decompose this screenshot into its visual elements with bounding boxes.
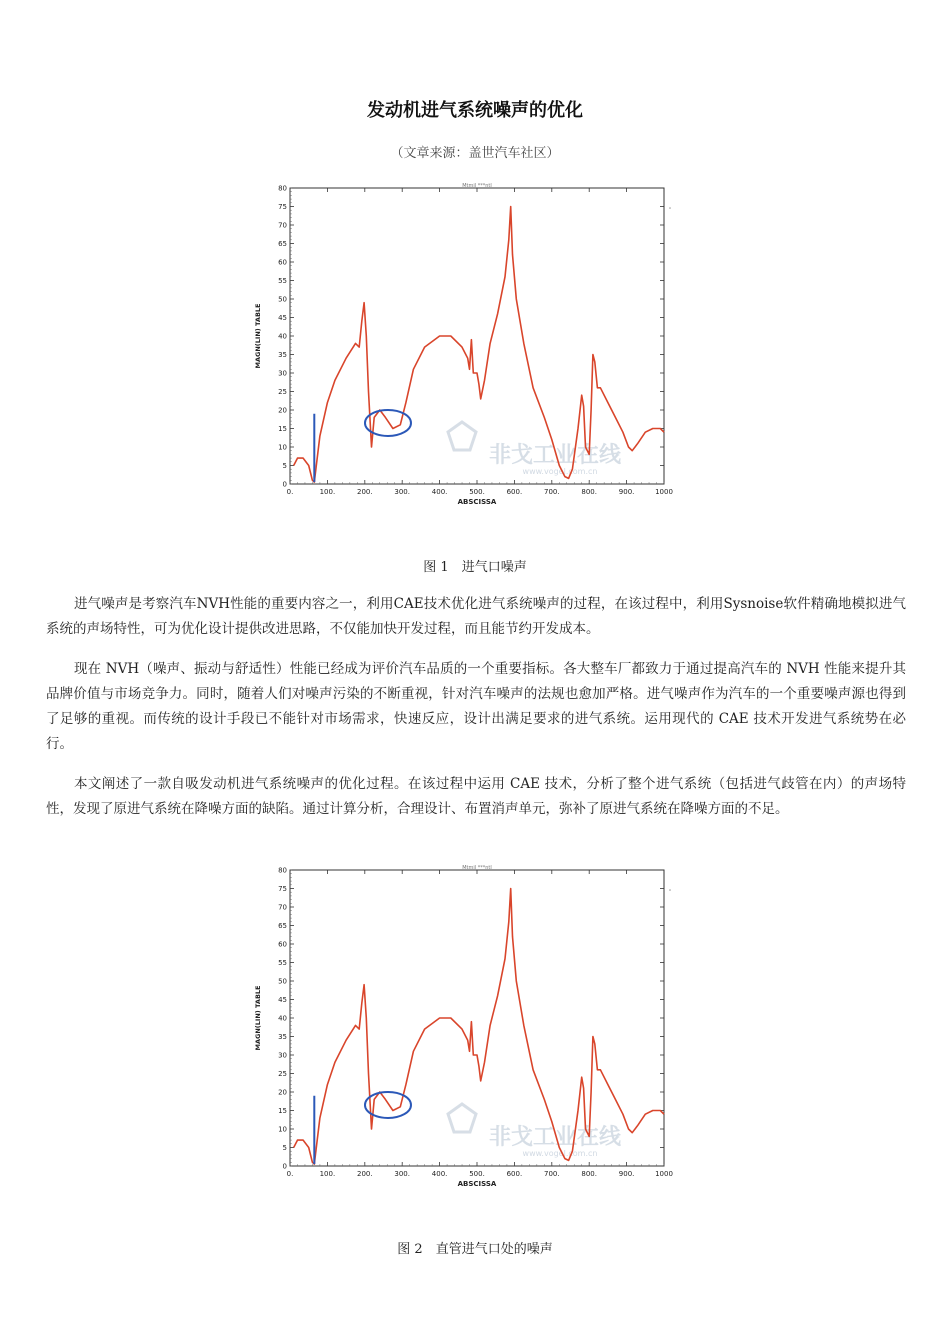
y-tick-label: 70	[278, 221, 287, 230]
watermark-text: 非戈工业在线	[488, 1125, 622, 1150]
plot-area	[290, 870, 664, 1166]
chart-title: Mtmil ***ntl	[462, 865, 492, 871]
watermark-text: 非戈工业在线	[488, 443, 622, 468]
y-tick-label: 40	[278, 1014, 287, 1023]
y-tick-label: 35	[278, 351, 287, 359]
x-tick-label: 0.	[286, 1170, 294, 1178]
y-tick-label: 20	[278, 1088, 287, 1097]
figure-2-caption: 图 2 直管进气口处的噪声	[397, 1242, 553, 1257]
chart-title: Mtmil ***ntl	[462, 183, 492, 189]
figure-1-caption: 图 1 进气口噪声	[423, 560, 527, 575]
y-tick-label: 40	[278, 332, 287, 341]
x-tick-label: 700.	[544, 1170, 560, 1178]
figure-1-chart	[240, 180, 680, 510]
y-tick-label: 55	[278, 959, 287, 967]
y-tick-label: 20	[278, 406, 287, 415]
y-tick-label: 45	[278, 996, 287, 1004]
x-tick-label: 800.	[581, 1170, 597, 1178]
y-tick-label: 0	[282, 1162, 287, 1171]
x-tick-label: 1000	[655, 1170, 673, 1178]
x-tick-label: 700.	[544, 488, 560, 496]
y-axis-label: MAGN(LIN) TABLE	[254, 985, 262, 1051]
x-tick-label: 100.	[319, 488, 336, 496]
article-source: （文章来源：盖世汽车社区）	[390, 146, 560, 161]
y-tick-label: 25	[278, 1070, 287, 1078]
x-tick-label: 0.	[286, 488, 294, 496]
y-axis-label: MAGN(LIN) TABLE	[254, 303, 262, 369]
page-title: 发动机进气系统噪声的优化	[367, 100, 583, 121]
x-tick-label: 400.	[431, 488, 448, 496]
y-tick-label: 0	[282, 480, 287, 489]
y-tick-label: 5	[282, 462, 287, 470]
x-tick-label: 500.	[469, 1170, 485, 1178]
figure-2-chart	[240, 862, 680, 1192]
y-tick-label: 75	[278, 203, 287, 211]
y-tick-label: 15	[278, 425, 287, 433]
y-tick-label: 60	[278, 258, 287, 267]
x-tick-label: 900.	[618, 1170, 635, 1178]
y-tick-label: 80	[278, 866, 287, 875]
watermark-url: www.vogel.com.cn	[522, 1149, 598, 1158]
x-axis-label: ABSCISSA	[457, 1180, 497, 1188]
watermark-url: www.vogel.com.cn	[522, 467, 598, 476]
y-tick-label: 50	[278, 295, 287, 304]
y-tick-label: 30	[278, 1051, 287, 1060]
y-tick-label: 65	[278, 240, 287, 248]
x-tick-label: 500.	[469, 488, 485, 496]
y-tick-label: 80	[278, 184, 287, 193]
stray-dot	[669, 207, 671, 209]
paragraph-2: 现在 NVH（噪声、振动与舒适性）性能已经成为评价汽车品质的一个重要指标。各大整车厂都致力于通过提高汽车的 NVH 性能来提升其品牌价值与市场竞争力。同时，随着人们对噪声污染的不断重视，针对汽车噪声的法规也愈加严格。进气噪声作为汽车的一个重要噪声源也得到了足够的重视。而传统的设计手段已不能针对市场需求，快速反应，设计出满足要求的进气系统。运用现代的 CAE 技术开发进气系统势在必行。	[46, 661, 906, 752]
x-tick-label: 300.	[394, 488, 410, 496]
y-tick-label: 15	[278, 1107, 287, 1115]
y-tick-label: 55	[278, 277, 287, 285]
x-tick-label: 300.	[394, 1170, 410, 1178]
y-tick-label: 65	[278, 922, 287, 930]
x-tick-label: 200.	[357, 1170, 373, 1178]
y-tick-label: 50	[278, 977, 287, 986]
y-tick-label: 35	[278, 1033, 287, 1041]
x-axis-label: ABSCISSA	[457, 498, 497, 506]
paragraph-1: 进气噪声是考察汽车NVH性能的重要内容之一，利用CAE技术优化进气系统噪声的过程，在该过程中，利用Sysnoise软件精确地模拟进气系统的声场特性，可为优化设计提供改进思路，不仅能加快开发过程，而且能节约开发成本。	[46, 596, 906, 637]
x-tick-label: 800.	[581, 488, 597, 496]
paragraph-3: 本文阐述了一款自吸发动机进气系统噪声的优化过程。在该过程中运用 CAE 技术，分析了整个进气系统（包括进气歧管在内）的声场特性，发现了原进气系统在降噪方面的缺陷。通过计算分析，合理设计、布置消声单元，弥补了原进气系统在降噪方面的不足。	[46, 776, 906, 817]
y-tick-label: 70	[278, 903, 287, 912]
x-tick-label: 200.	[357, 488, 373, 496]
y-tick-label: 45	[278, 314, 287, 322]
x-tick-label: 400.	[431, 1170, 448, 1178]
x-tick-label: 600.	[506, 488, 523, 496]
y-tick-label: 60	[278, 940, 287, 949]
stray-dot	[669, 889, 671, 891]
y-tick-label: 10	[278, 1125, 287, 1134]
y-tick-label: 5	[282, 1144, 287, 1152]
x-tick-label: 1000	[655, 488, 673, 496]
x-tick-label: 100.	[319, 1170, 336, 1178]
x-tick-label: 900.	[618, 488, 635, 496]
y-tick-label: 10	[278, 443, 287, 452]
plot-area	[290, 188, 664, 484]
y-tick-label: 30	[278, 369, 287, 378]
x-tick-label: 600.	[506, 1170, 523, 1178]
y-tick-label: 75	[278, 885, 287, 893]
y-tick-label: 25	[278, 388, 287, 396]
